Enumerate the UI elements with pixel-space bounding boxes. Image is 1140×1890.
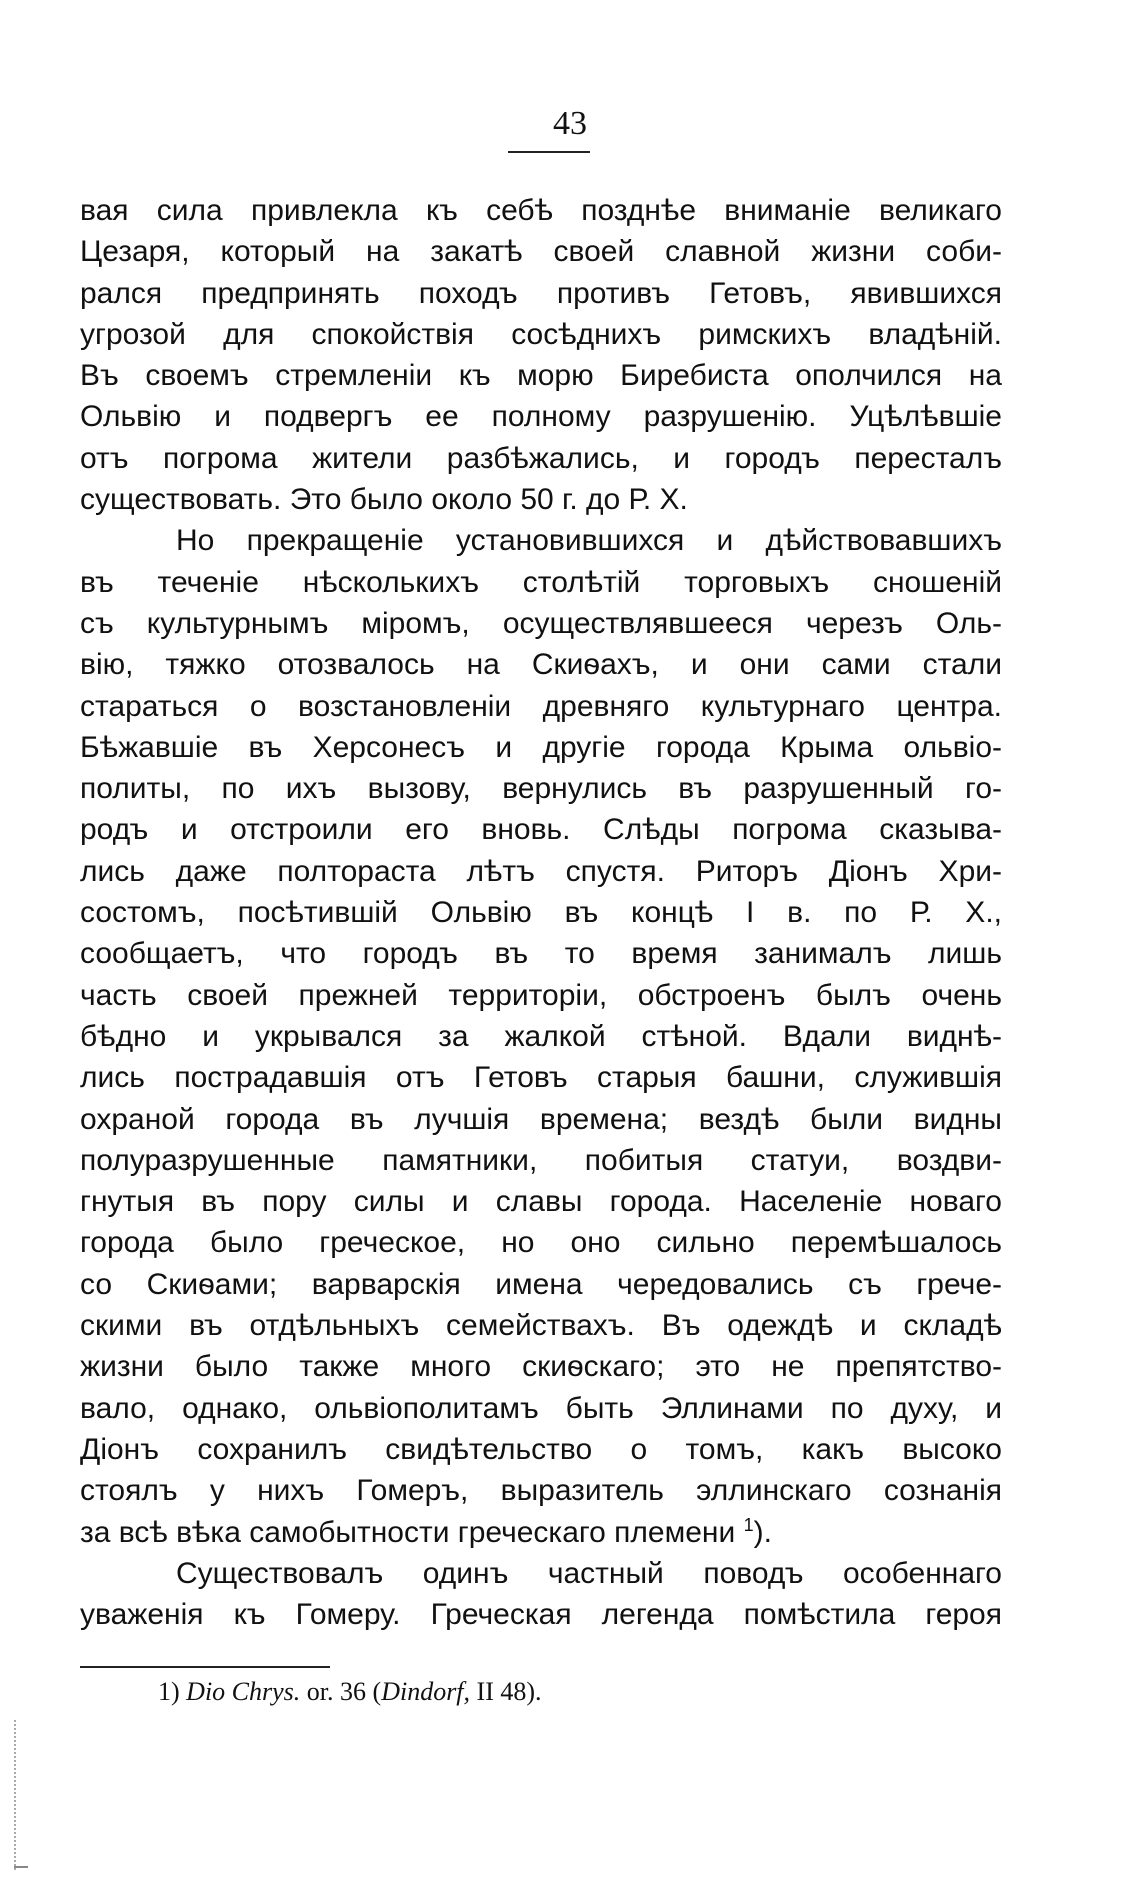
text-line: Бѣжавшіе въ Херсонесъ и другіе города Крыма ольвіо- bbox=[80, 730, 1002, 764]
text-line: существовать. Это было около 50 г. до Р. Х. bbox=[80, 483, 688, 517]
text-line: Въ своемъ стремленіи къ морю Биребиста ополчился на bbox=[80, 359, 1002, 393]
text-line-tail: ). bbox=[753, 1515, 772, 1549]
text-line: сообщаетъ, что городъ въ то время занималъ лишь bbox=[80, 937, 1002, 971]
text-line: стоялъ у нихъ Гомеръ, выразитель эллинскаго сознанія bbox=[80, 1474, 1002, 1508]
text-line: стараться о возстановленіи древняго культурнаго центра. bbox=[80, 689, 1002, 723]
text-line: съ культурнымъ міромъ, осуществлявшееся черезъ Оль- bbox=[80, 606, 1002, 640]
page-number-rule bbox=[508, 151, 590, 153]
footnote bbox=[158, 1674, 542, 1710]
footnote-marker: 1) bbox=[158, 1677, 180, 1706]
text-line: родъ и отстроили его вновь. Слѣды погрома сказыва- bbox=[80, 813, 1002, 847]
footnote-tail: II 48). bbox=[470, 1677, 542, 1706]
text-line: вію, тяжко отозвалось на Скиѳахъ, и они сами стали bbox=[80, 648, 1002, 682]
text-line: вало, однако, ольвіополитамъ быть Эллинами по духу, и bbox=[80, 1391, 1002, 1425]
text-line: Но прекращеніе установившихся и дѣйствовавшихъ bbox=[176, 524, 1002, 558]
footnote-rule bbox=[80, 1666, 330, 1668]
footnote-author: Dio Chrys. bbox=[186, 1677, 301, 1706]
text-line: часть своей прежней территоріи, обстроенъ былъ очень bbox=[80, 978, 1002, 1012]
text-line: Цезаря, который на закатѣ своей славной жизни соби- bbox=[80, 235, 1002, 269]
text-line: гнутыя въ пору силы и славы города. Населеніе новаго bbox=[80, 1185, 1002, 1219]
text-line: состомъ, посѣтившій Ольвію въ концѣ I в. по Р. Х., bbox=[80, 896, 1002, 930]
text-line: въ теченіе нѣсколькихъ столѣтій торговыхъ сношеній bbox=[80, 565, 1002, 599]
footnote-ref: or. 36 ( bbox=[300, 1677, 382, 1706]
text-line: охраной города въ лучшія времена; вездѣ были видны bbox=[80, 1102, 1002, 1136]
text-line: вая сила привлекла къ себѣ позднѣе вниманіе великаго bbox=[80, 194, 1002, 227]
text-line: города было греческое, но оно сильно перемѣшалось bbox=[80, 1226, 1002, 1260]
text-line: бѣдно и укрывался за жалкой стѣной. Вдали виднѣ- bbox=[80, 1019, 1002, 1053]
text-line: скими въ отдѣльныхъ семействахъ. Въ одеждѣ и складѣ bbox=[80, 1309, 1002, 1343]
text-line: Діонъ сохранилъ свидѣтельство о томъ, какъ высоко bbox=[80, 1432, 1002, 1466]
text-line: политы, по ихъ вызову, вернулись въ разрушенный го- bbox=[80, 772, 1002, 806]
text-line: полуразрушенные памятники, побитыя статуи, воздви- bbox=[80, 1143, 1002, 1177]
text-line bbox=[80, 1512, 1002, 1553]
text-line-main: за всѣ вѣка самобытности греческаго племени bbox=[80, 1515, 736, 1549]
text-line: лись даже полтораста лѣтъ спустя. Риторъ Діонъ Хри- bbox=[80, 854, 1002, 888]
text-line: со Скиѳами; варварскія имена чередовались съ грече- bbox=[80, 1267, 1002, 1301]
text-line: Ольвію и подвергъ ее полному разрушенію. Уцѣлѣвшіе bbox=[80, 400, 1002, 434]
footnote-reference: 1 bbox=[743, 1514, 754, 1535]
margin-mark bbox=[14, 1720, 18, 1870]
body-text bbox=[80, 190, 1002, 1635]
text-line: лись пострадавшія отъ Гетовъ старыя башни, служившія bbox=[80, 1061, 1002, 1095]
page-number: 43 bbox=[553, 105, 587, 142]
text-line: отъ погрома жители разбѣжались, и городъ пересталъ bbox=[80, 441, 1002, 475]
footnote-editor: Dindorf, bbox=[381, 1677, 471, 1706]
text-line: угрозой для спокойствія сосѣднихъ римскихъ владѣній. bbox=[80, 317, 1002, 351]
text-line: рался предпринять походъ противъ Гетовъ, явившихся bbox=[80, 276, 1002, 310]
text-line: жизни было также много скиѳскаго; это не препятство- bbox=[80, 1350, 1002, 1384]
margin-mark-foot bbox=[14, 1866, 28, 1868]
text-line: уваженія къ Гомеру. Греческая легенда помѣстила героя bbox=[80, 1598, 1002, 1632]
text-line: Существовалъ одинъ частный поводъ особеннаго bbox=[176, 1556, 1002, 1590]
